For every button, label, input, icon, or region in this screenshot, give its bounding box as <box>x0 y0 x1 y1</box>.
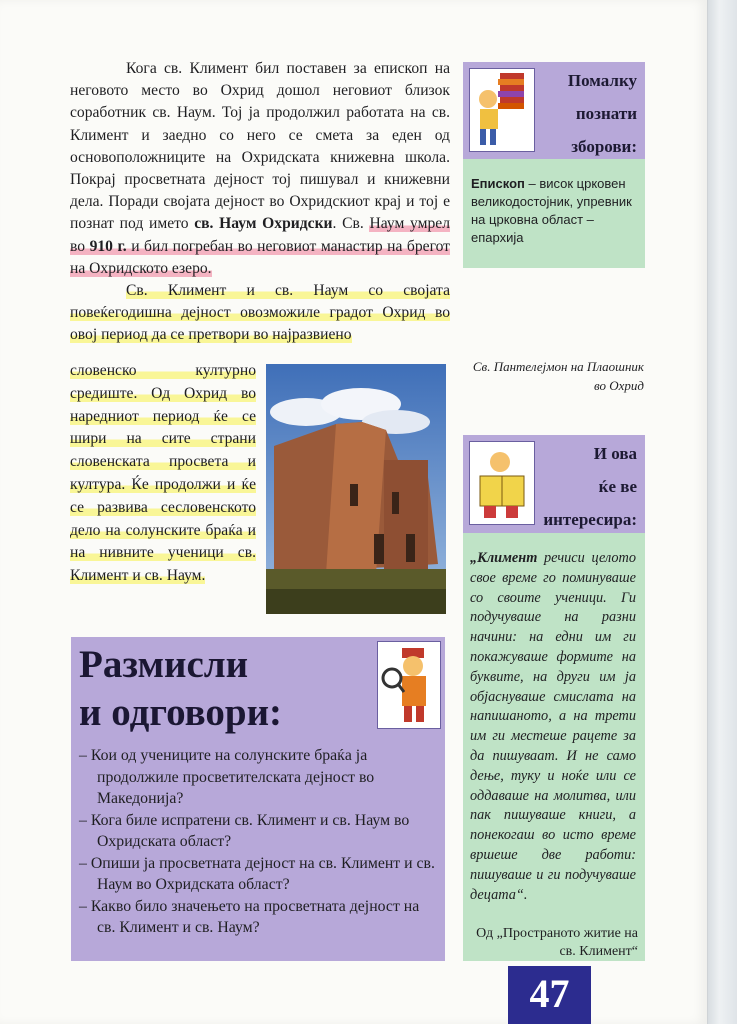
paragraph-2-text: Св. Климент и св. Наум со својата повеќегодишна дејност овозможиле градот Охрид во овој период да се претвори во најразвиено <box>70 282 450 344</box>
page-number: 47 <box>508 966 591 1024</box>
paragraph-1-tail: . Св. <box>332 215 364 233</box>
wrapped-text-content: словенско културно средиште. Од Охрид во наредниот период ќе се шири на сите страни словенската просвета и култура. Ќе продолжи и ќе се развива сесловенското дело на солунските браќа и на нивните ученици св. Климент и св. Наум. <box>70 362 256 585</box>
quote-text: речиси целото свое време го поминуваше со своите ученици. Ги подучуваше на разни начини: на едни им ги покажуваше формите на буквите, на други им ја објаснуваше смислата на напишаното, а на трети им ги местеше рацете за да пишуваат. И не само дење, туку и ноќе или се оддаваше на молитва, или пак пишуваше книги, а понекогаш во исто време вршеше две работи: пишуваше и ги подучуваше децата“. <box>470 550 636 903</box>
church-photo <box>266 364 446 614</box>
interest-header <box>463 435 645 533</box>
paragraph-1 <box>70 58 450 280</box>
question-item: – Какво било значењето на просветната дејност на св. Климент и св. Наум? <box>79 897 420 936</box>
quote <box>470 549 636 905</box>
think-title-line-2: и одговори: <box>79 691 283 734</box>
page-edge <box>708 0 737 1024</box>
paragraph-1-bold-name: св. Наум Охридски <box>194 215 333 233</box>
books-carrier-icon <box>469 68 535 152</box>
highlight-text-a: Наум умрел во <box>70 215 450 255</box>
quote-name: „Климент <box>470 550 538 566</box>
highlight-text-b: и бил погребан во неговиот манастир на брегот на Охридското езеро. <box>70 237 450 277</box>
paragraph-1-text: Кога св. Климент бил поставен за епископ на неговото место во Охрид дошол неговиот близок соработник св. Наум. Тој ја продолжил работата на св. Климент и заедно со него се смета за еден од основоположниците на Охридската книжевна школа. Покрај просветната дејност тој пишувал и книжевни дела. Поради својата дејност во Охридскиот крај и тој е познат под името <box>70 60 450 233</box>
main-text <box>70 58 450 347</box>
think-title <box>79 641 282 737</box>
glossary-term: Епископ <box>471 176 525 191</box>
glossary-title-line-2: познати <box>575 104 637 123</box>
question-item: – Кога биле испратени св. Климент и св. Наум во Охридската област? <box>79 811 410 850</box>
detective-magnifier-icon <box>377 641 441 729</box>
glossary-title <box>568 64 637 163</box>
glossary-title-line-3: зборови: <box>571 137 637 156</box>
think-and-answer-box <box>71 637 445 961</box>
highlight-year: 910 г. <box>89 237 127 255</box>
interest-title-line-2: ќе ве <box>598 477 637 496</box>
reading-person-icon <box>469 441 535 525</box>
question-item: – Кои од учениците на солунските браќа ја продолжиле просветителската дејност во Македонија? <box>79 747 375 807</box>
paragraph-2 <box>70 280 450 347</box>
question-item: – Опиши ја просветната дејност на св. Климент и св. Наум во Охридската област? <box>79 854 435 893</box>
interest-title <box>543 437 637 536</box>
photo-caption: Св. Пантелејмон на Плаошник во Охрид <box>472 359 644 393</box>
glossary-panel <box>463 159 645 268</box>
interest-title-line-1: И ова <box>593 444 637 463</box>
question-list <box>79 745 441 939</box>
wrapped-text <box>70 360 256 588</box>
quote-source: Од „Пространото житие на св. Климент“ <box>476 926 638 959</box>
glossary-title-line-1: Помалку <box>567 71 637 90</box>
interest-title-line-3: интересира: <box>543 510 637 529</box>
glossary-entry <box>471 175 639 247</box>
glossary-header <box>463 62 645 159</box>
think-title-line-1: Размисли <box>79 643 249 686</box>
glossary-definition: – висок црковен великодостојник, упревник на црковна област – епархија <box>471 176 632 245</box>
